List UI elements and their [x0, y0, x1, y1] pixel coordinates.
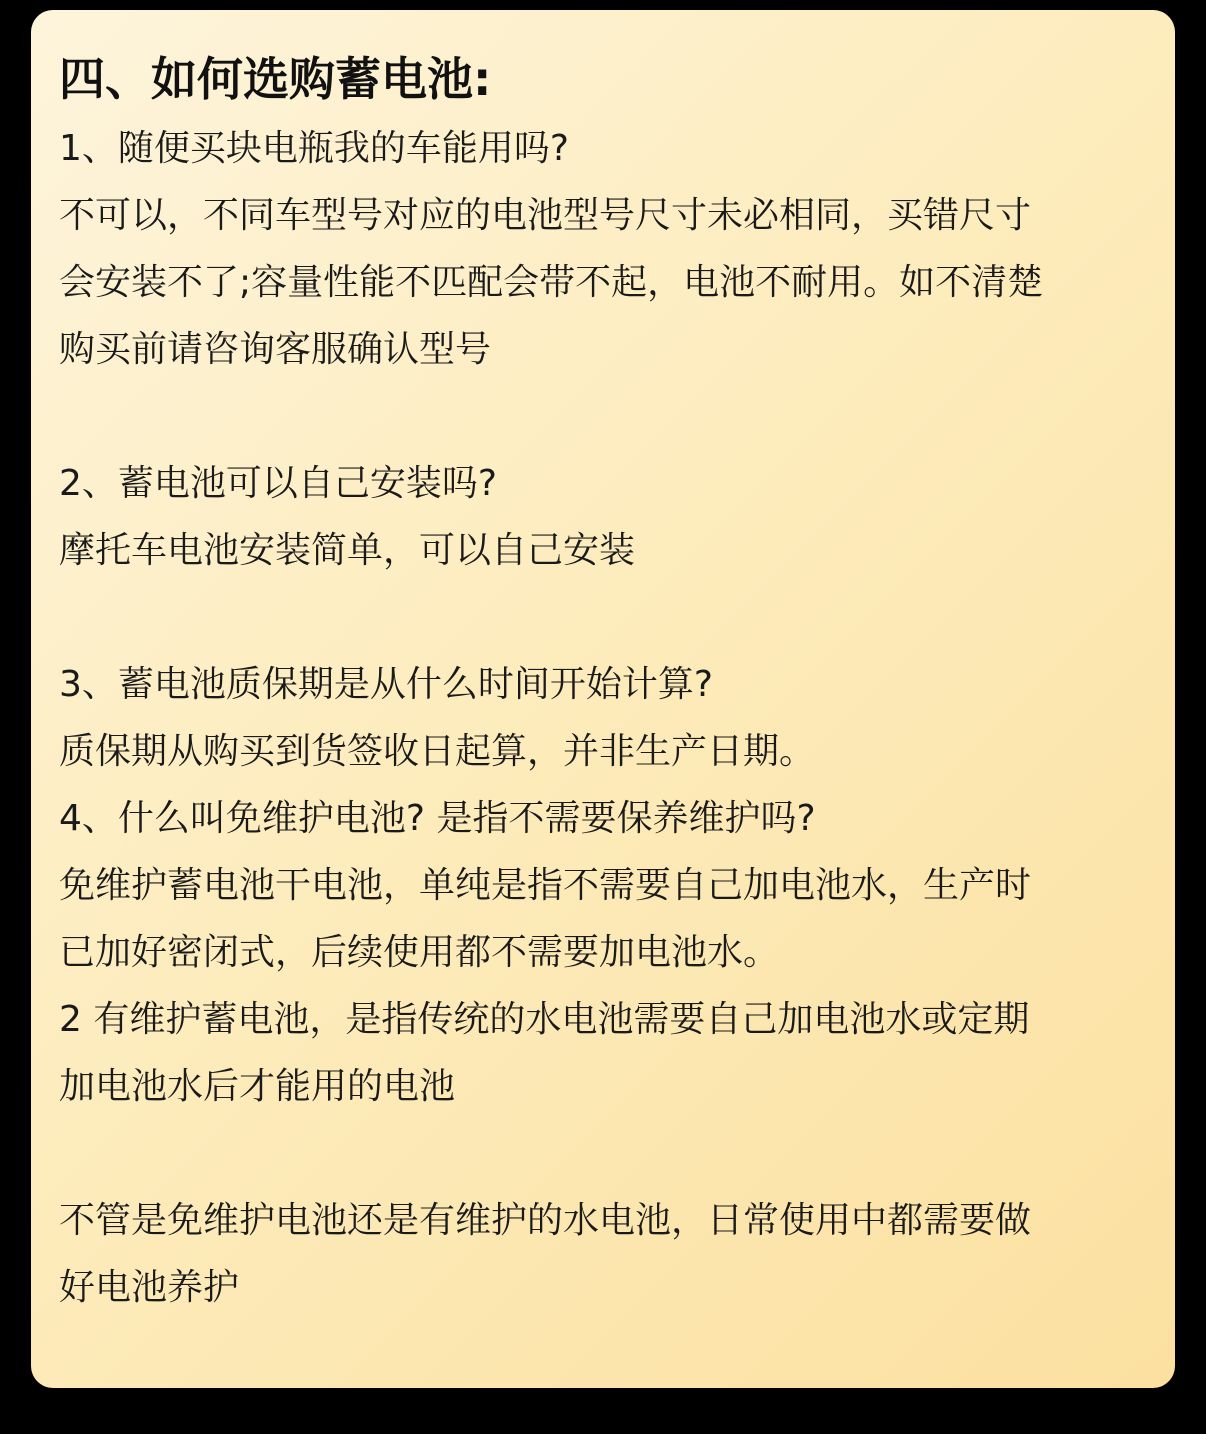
answer-4-line-3: 2 有维护蓄电池，是指传统的水电池需要自己加电池水或定期 [59, 999, 1030, 1040]
question-4: 4、什么叫免维护电池? 是指不需要保养维护吗? [59, 798, 816, 839]
section-title: 四、如何选购蓄电池: [59, 52, 492, 106]
answer-4-line-1: 免维护蓄电池干电池，单纯是指不需要自己加电池水，生产时 [59, 865, 1032, 906]
answer-1-line-3: 购买前请咨询客服确认型号 [59, 329, 492, 370]
answer-4-line-4: 加电池水后才能用的电池 [59, 1066, 456, 1107]
answer-4-line-2: 已加好密闭式，后续使用都不需要加电池水。 [59, 932, 780, 973]
question-1: 1、随便买块电瓶我的车能用吗? [59, 128, 570, 169]
answer-2: 摩托车电池安装简单，可以自己安装 [59, 530, 636, 571]
question-3: 3、蓄电池质保期是从什么时间开始计算? [59, 664, 714, 705]
closing-note-line-1: 不管是免维护电池还是有维护的水电池，日常使用中都需要做 [59, 1200, 1032, 1241]
answer-3: 质保期从购买到货签收日起算，并非生产日期。 [59, 731, 816, 772]
answer-1-line-2: 会安装不了;容量性能不匹配会带不起，电池不耐用。如不清楚 [59, 262, 1044, 303]
question-2: 2、蓄电池可以自己安装吗? [59, 463, 498, 504]
answer-1-line-1: 不可以，不同车型号对应的电池型号尺寸未必相同，买错尺寸 [59, 195, 1032, 236]
closing-note-line-2: 好电池养护 [59, 1267, 240, 1308]
